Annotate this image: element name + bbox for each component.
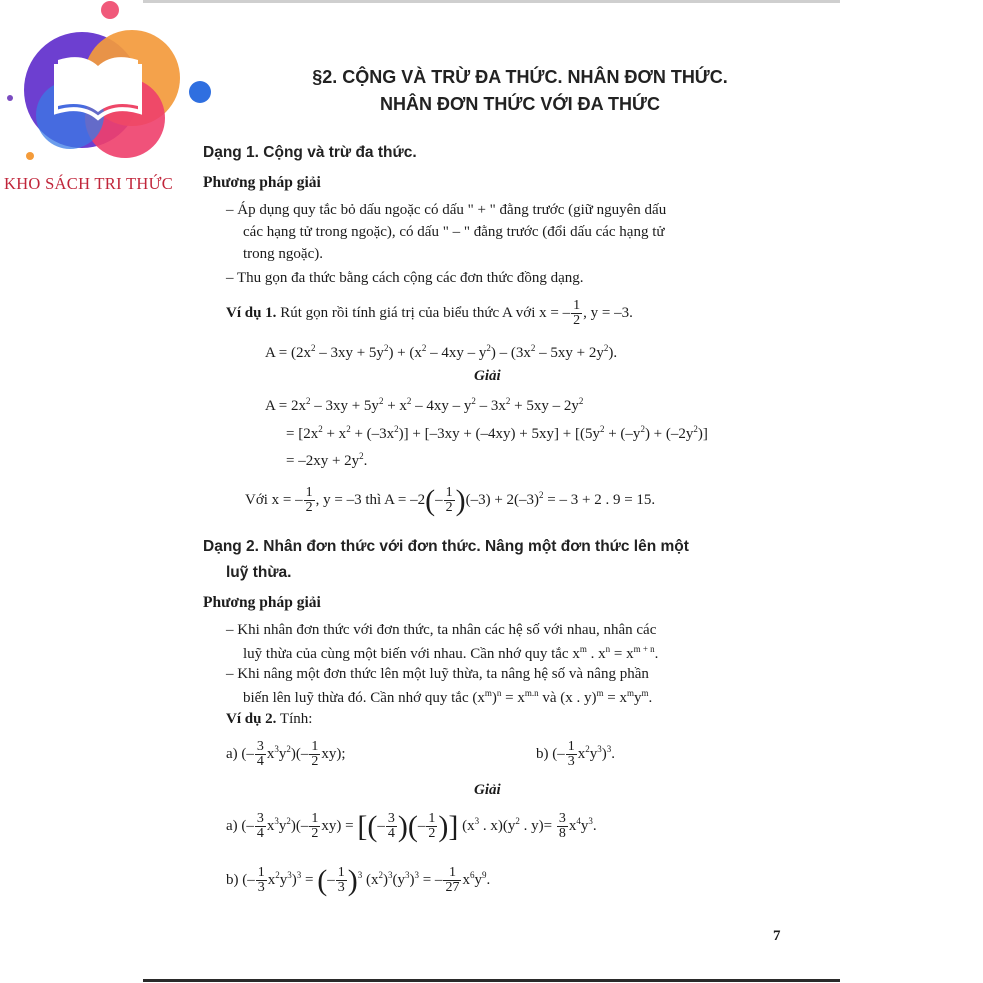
rule-3-line-1: – Khi nhân đơn thức với đơn thức, ta nhân các hệ số với nhau, nhân các: [226, 622, 657, 638]
example-1: [226, 299, 633, 328]
solution-value: Với x = – $\frac{1}{2}$ , y = –3 thì A = –2(– $\frac{1}{2}$ )$(-3) + 2(-3)^2$ = – 3 + 2 . 9 = 15.: [245, 483, 656, 517]
page-top-border: [143, 0, 840, 3]
page-title-line-2: NHÂN ĐƠN THỨC VỚI ĐA THỨC: [380, 94, 660, 114]
rule-3-line-2: luỹ thừa của cùng một biến với nhau. Cần nhớ quy tắc $x^m$ . $x^n = x^{m + n}$.: [243, 644, 659, 662]
rule-1-line-2: các hạng tử trong ngoặc), có dấu " – " đằng trước (đổi dấu các hạng tử: [243, 224, 665, 240]
expression-a: $A = (2x^2 - 3xy + 5y^2) + (x^2 - 4xy - y^2) - (3x^2 - 5xy + 2y^2)$.: [265, 343, 618, 361]
solution-step-3: = $-2xy + 2y^2$.: [286, 451, 368, 469]
rule-4-line-2: biến lên luỹ thừa đó. Cần nhớ quy tắc $(x^m)^n = x^{m.n}$ và (x . $y)^m = x^my^m$.: [243, 688, 653, 706]
method-title-1: Phương pháp giải: [203, 174, 321, 191]
solution-a: a) (– $\frac{3}{4}$ $x^3y^2)(-$ $\frac{1}{2}$ xy) = [(– $\frac{3}{4}$ )(– $\frac{1}{2}$ )] ($x^3$ . $x)(y^2$ . y)= $\frac{3}{8}$ $x^4y^3$.: [226, 809, 597, 843]
page-title-line-1: §2. CỘNG VÀ TRỪ ĐA THỨC. NHÂN ĐƠN THỨC.: [312, 67, 728, 87]
logo-text: KHO SÁCH TRI THỨC: [4, 174, 174, 193]
fraction: $\frac{1}{2}$: [573, 298, 581, 328]
exercise-a: a) (– $\frac{3}{4}$ $x^3y^2)(-$ $\frac{1}{2}$ xy);: [226, 739, 346, 769]
page-bottom-border: [143, 979, 840, 982]
logo: [0, 0, 230, 200]
rule-4-line-1: – Khi nâng một đơn thức lên một luỹ thừa, ta nâng hệ số và nâng phần: [226, 666, 649, 682]
rule-1-line-3: trong ngoặc).: [243, 246, 323, 262]
method-title-2: Phương pháp giải: [203, 594, 321, 611]
example-2: Ví dụ 2. Tính:: [226, 711, 313, 727]
section-heading-dang-2-line-1: Dạng 2. Nhân đơn thức với đơn thức. Nâng một đơn thức lên một: [203, 538, 689, 555]
section-heading-dang-1: Dạng 1. Cộng và trừ đa thức.: [203, 144, 417, 161]
solution-step-1: $A = 2x^2 - 3xy + 5y^2 + x^2 - 4xy - y^2 - 3x^2 + 5xy - 2y^2$: [265, 396, 584, 414]
example-1-label: Ví dụ 1.: [226, 304, 277, 321]
solution-label-2: Giải: [474, 782, 501, 798]
section-heading-dang-2-line-2: luỹ thừa.: [226, 564, 292, 581]
rule-2: – Thu gọn đa thức bằng cách cộng các đơn thức đồng dạng.: [226, 270, 584, 286]
example-1-tail: , y = –3.: [583, 304, 633, 321]
solution-label-1: Giải: [474, 368, 501, 384]
rule-1-line-1: – Áp dụng quy tắc bỏ dấu ngoặc có dấu " + " đằng trước (giữ nguyên dấu: [226, 202, 667, 218]
book-logo-icon: [0, 0, 230, 175]
solution-step-2: = $[2x^2 + x^2 + (-3x^2)] + [-3xy + (-4xy) + 5xy] + [(5y^2 + (-y^2) + (-2y^2)]$: [286, 424, 708, 442]
example-1-text: Rút gọn rồi tính giá trị của biểu thức A với x = –: [276, 304, 571, 321]
exercise-b: b) (– $\frac{1}{3}$ $x^2y^3)^3$.: [536, 739, 615, 769]
solution-b: b) (– $\frac{1}{3}$ $x^2y^3)^3$ = (– $\frac{1}{3}$ )$^3$ $(x^2)^3(y^3)^3$ = – $\frac{1}{27}$ $x^6y^9$.: [226, 863, 491, 897]
page-number: 7: [773, 928, 781, 944]
